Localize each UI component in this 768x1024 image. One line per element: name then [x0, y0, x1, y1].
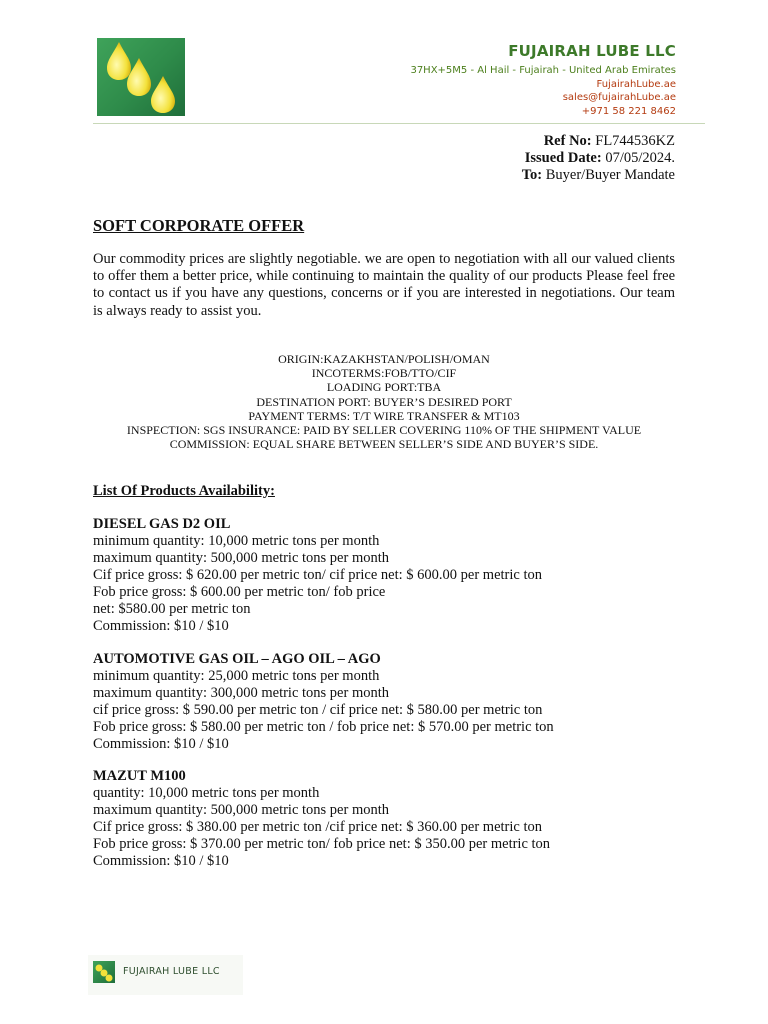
product-diesel-gas-d2	[93, 516, 693, 635]
page-footer	[88, 955, 243, 995]
term-line: INCOTERMS:FOB/TTO/CIF	[311, 366, 457, 381]
footer-company-name: FUJAIRAH LUBE LLC	[123, 966, 220, 977]
product-line: Cif price gross: $ 620.00 per metric ton/ cif price net: $ 600.00 per metric ton	[93, 567, 542, 583]
terms-block	[93, 352, 675, 451]
ref-number-line	[522, 133, 675, 150]
company-logo	[97, 38, 185, 116]
availability-title: List Of Products Availability:	[93, 483, 275, 499]
product-line: Fob price gross: $ 370.00 per metric ton/ fob price net: $ 350.00 per metric ton	[93, 836, 551, 852]
company-name: FUJAIRAH LUBE LLC	[508, 42, 676, 60]
issued-date-line	[522, 150, 675, 167]
company-website[interactable]: FujairahLube.ae	[596, 78, 676, 90]
oil-drops-icon	[97, 38, 185, 116]
product-line: Commission: $10 / $10	[93, 736, 229, 752]
ref-label: Ref No:	[543, 133, 592, 149]
date-value: 07/05/2024.	[605, 150, 675, 166]
product-name: AUTOMOTIVE GAS OIL – AGO OIL – AGO	[93, 651, 381, 667]
product-line: net: $580.00 per metric ton	[93, 601, 251, 617]
product-line: maximum quantity: 500,000 metric tons per month	[93, 802, 390, 818]
footer-logo-icon	[93, 961, 115, 983]
product-line: maximum quantity: 500,000 metric tons per month	[93, 550, 390, 566]
product-line: Commission: $10 / $10	[93, 853, 229, 869]
term-line: PAYMENT TERMS: T/T WIRE TRANSFER & MT103	[248, 408, 520, 423]
to-label: To:	[521, 167, 543, 183]
product-line: quantity: 10,000 metric tons per month	[93, 785, 320, 801]
term-line: DESTINATION PORT: BUYER’S DESIRED PORT	[256, 394, 512, 409]
intro-paragraph: Our commodity prices are slightly negotiable. we are open to negotiation with all our valued clients to offer them a better price, while continuing to maintain the quality of our products Please feel free to contact us if you have any questions, concerns or if you are interested in negotiations. Our team is always ready to assist you.	[93, 251, 675, 319]
company-phone: +971 58 221 8462	[581, 105, 676, 117]
term-line: ORIGIN:KAZAKHSTAN/POLISH/OMAN	[278, 352, 490, 366]
document-title: SOFT CORPORATE OFFER	[93, 216, 305, 235]
term-line: COMMISSION: EQUAL SHARE BETWEEN SELLER’S SIDE AND BUYER’S SIDE.	[169, 437, 599, 452]
oil-drops-small-icon	[93, 961, 115, 983]
product-automotive-gas-oil	[93, 651, 693, 753]
term-line: LOADING PORT:TBA	[326, 380, 442, 395]
company-email[interactable]: sales@fujairahLube.ae	[562, 92, 676, 103]
header-divider	[93, 123, 705, 124]
product-line: minimum quantity: 25,000 metric tons per month	[93, 668, 380, 684]
product-name: MAZUT M100	[93, 768, 186, 784]
product-line: Commission: $10 / $10	[93, 618, 229, 634]
product-line: cif price gross: $ 590.00 per metric ton / cif price net: $ 580.00 per metric ton	[93, 702, 543, 718]
product-name: DIESEL GAS D2 OIL	[93, 516, 231, 532]
date-label: Issued Date:	[524, 150, 602, 166]
company-address: 37HX+5M5 - Al Hail - Fujairah - United Arab Emirates	[410, 65, 676, 76]
to-value: Buyer/Buyer Mandate	[545, 167, 675, 183]
product-line: Fob price gross: $ 600.00 per metric ton/ fob price	[93, 584, 386, 600]
recipient-line	[522, 167, 675, 184]
reference-block	[522, 133, 675, 184]
ref-value: FL744536KZ	[595, 133, 675, 149]
product-line: minimum quantity: 10,000 metric tons per month	[93, 533, 380, 549]
product-line: maximum quantity: 300,000 metric tons per month	[93, 685, 390, 701]
product-line: Cif price gross: $ 380.00 per metric ton /cif price net: $ 360.00 per metric ton	[93, 819, 542, 835]
product-mazut-m100	[93, 768, 693, 870]
company-header	[410, 42, 676, 118]
product-line: Fob price gross: $ 580.00 per metric ton / fob price net: $ 570.00 per metric ton	[93, 719, 554, 735]
term-line: INSPECTION: SGS INSURANCE: PAID BY SELLER COVERING 110% OF THE SHIPMENT VALUE	[126, 423, 642, 438]
